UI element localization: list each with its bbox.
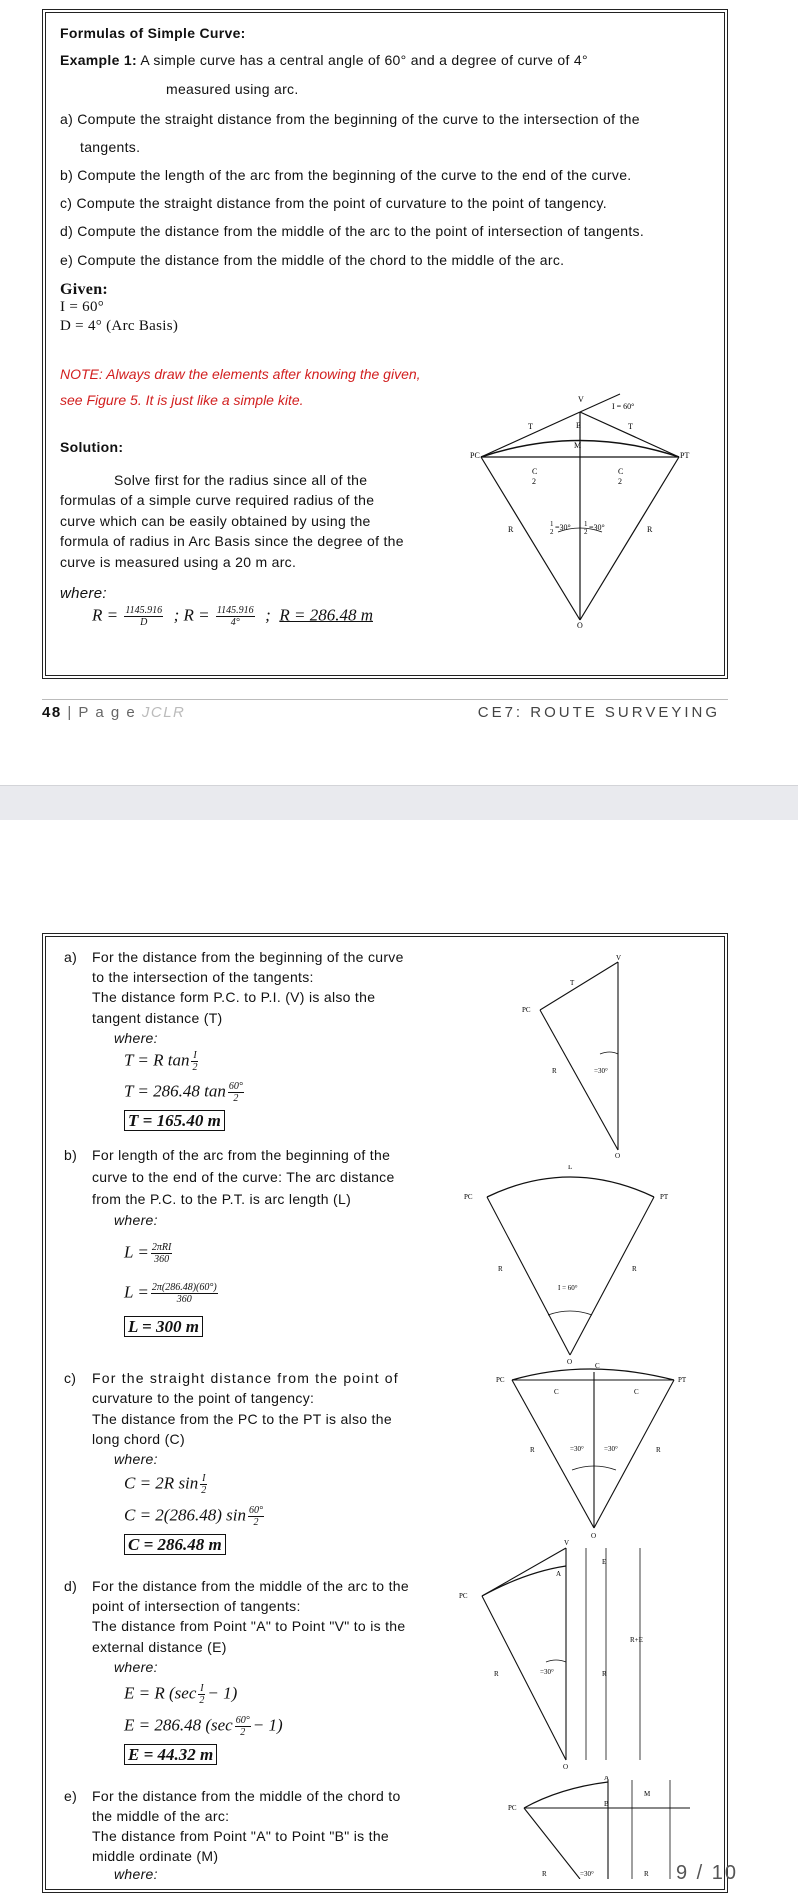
item-e-line: the middle of the arc: <box>92 1808 230 1824</box>
angle-arc <box>546 1660 566 1662</box>
solution-line: curve which can be easily obtained by using the <box>60 513 371 529</box>
fig-r-label: R <box>542 1870 547 1878</box>
item-d-where: where: <box>114 1659 158 1675</box>
tangent-line-left <box>481 412 580 457</box>
fig-angle-num: 1 <box>550 520 554 528</box>
fig-c-den: 2 <box>532 477 536 486</box>
fig-r-label: R <box>656 1446 661 1454</box>
item-e-line: The distance from Point "A" to Point "B" is the <box>92 1828 389 1844</box>
fig-e-label: E <box>602 1558 607 1566</box>
item-d-line: point of intersection of tangents: <box>92 1598 301 1614</box>
arc-length <box>487 1177 654 1197</box>
item-b-line: from the P.C. to the P.T. is arc length (L) <box>92 1191 352 1207</box>
question-a-cont: tangents. <box>80 139 141 155</box>
eq-den: 2 <box>233 1093 239 1104</box>
item-b-label: b) <box>64 1147 78 1163</box>
item-a-result <box>124 1111 225 1131</box>
angle-arc <box>600 1052 618 1054</box>
question-a: a) Compute the straight distance from the beginning of the curve to the intersection of the <box>60 111 640 127</box>
jclr-mark: JCLR <box>141 704 186 721</box>
item-b-eq1 <box>124 1242 174 1265</box>
eq-den: 360 <box>154 1254 170 1265</box>
eq-text: E = R (sec <box>124 1683 197 1703</box>
item-a-line: For the distance from the beginning of the curve <box>92 949 404 965</box>
item-b-line: For length of the arc from the beginning of the <box>92 1147 391 1163</box>
result-box: L = 300 m <box>124 1316 203 1337</box>
question-b: b) Compute the length of the arc from the beginning of the curve to the end of the curve. <box>60 167 632 183</box>
solution-label: Solution: <box>60 439 124 455</box>
page-word: | P a g e <box>67 704 137 721</box>
radius-equation <box>92 605 373 628</box>
eq-text: C = 2R sin <box>124 1473 199 1493</box>
radius-r2: R = <box>183 605 210 625</box>
eq-text: E = 286.48 (sec <box>124 1715 233 1735</box>
fig-pc-label: PC <box>464 1193 473 1201</box>
fig-r-label: R <box>644 1870 649 1878</box>
fig-pt-label: PT <box>678 1376 687 1384</box>
fig-pt-label: PT <box>660 1193 669 1201</box>
fig-pc-label: PC <box>496 1376 505 1384</box>
item-b-where: where: <box>114 1212 158 1228</box>
eq-den: 2 <box>199 1695 205 1706</box>
fig-m-label: M <box>574 441 582 450</box>
eq-text: T = 286.48 tan <box>124 1081 226 1101</box>
item-a-line: to the intersection of the tangents: <box>92 969 314 985</box>
footer-page-number <box>42 704 185 721</box>
item-d-line: external distance (E) <box>92 1639 227 1655</box>
fig-c-label: C <box>532 467 538 476</box>
page-counter: 9 / 10 <box>676 1862 739 1884</box>
fig-angle-val: =30° <box>555 523 571 532</box>
fig-a-label: A <box>556 1570 562 1578</box>
page-heading: Formulas of Simple Curve: <box>60 25 246 41</box>
fig-b-label: B <box>604 1800 609 1808</box>
radius-r1: R = <box>92 605 119 625</box>
example-text: A simple curve has a central angle of 60° and a degree of curve of 4° <box>140 52 588 68</box>
page-number: 48 <box>42 704 62 721</box>
result-box: E = 44.32 m <box>124 1744 217 1765</box>
radius-d1: D <box>140 617 148 628</box>
solution-line: curve is measured using a 20 m arc. <box>60 554 297 570</box>
item-c-label: c) <box>64 1370 77 1386</box>
note-line-1: NOTE: Always draw the elements after knowing the given, <box>60 366 421 382</box>
eq-num: 2π(286.48)(60°) <box>151 1282 217 1293</box>
radius-line <box>482 1596 566 1760</box>
solution-line: Solve first for the radius since all of the <box>114 472 368 488</box>
example-label: Example 1: <box>60 52 137 68</box>
radius-line-left <box>487 1197 570 1355</box>
page-separator <box>0 786 798 820</box>
footer-course: CE7: ROUTE SURVEYING <box>477 704 720 721</box>
radius-line-right <box>570 1197 654 1355</box>
item-c-line: For the straight distance from the point of <box>92 1370 399 1386</box>
fig-i-label: I = 60° <box>558 1284 578 1292</box>
example-text-cont: measured using arc. <box>166 81 299 97</box>
item-e-where: where: <box>114 1866 158 1882</box>
eq-num: I <box>200 1683 204 1694</box>
radius-line-right <box>580 457 679 620</box>
item-d-line: For the distance from the middle of the arc to the <box>92 1578 409 1594</box>
item-a-line: tangent distance (T) <box>92 1010 223 1026</box>
curve-arc <box>512 1369 674 1380</box>
item-d-label: d) <box>64 1578 78 1594</box>
fig-l-label: L <box>568 1165 573 1171</box>
eq-num: I <box>202 1473 206 1484</box>
eq-den: 2 <box>240 1727 246 1738</box>
where-label: where: <box>60 585 107 602</box>
eq-num: 60° <box>228 1081 243 1092</box>
solution-line: formulas of a simple curve required radius of the <box>60 492 375 508</box>
fig-a-label: A <box>604 1776 610 1782</box>
fig-m-label: M <box>644 1790 651 1798</box>
fig-half-chord: C <box>554 1388 559 1396</box>
fig-v-label: V <box>616 954 622 962</box>
fig-t-label: T <box>570 979 575 987</box>
fig-angle-den: 2 <box>584 528 588 536</box>
eq-den: 2 <box>192 1062 198 1073</box>
eq-num: 60° <box>248 1505 263 1516</box>
fig-r-label: R <box>508 525 514 534</box>
fig-e-label: E <box>576 421 581 430</box>
radius-sep: ; <box>173 605 180 625</box>
fig-angle-label: =30° <box>570 1445 584 1453</box>
given-degree: D = 4° (Arc Basis) <box>60 318 179 334</box>
item-e-line: middle ordinate (M) <box>92 1848 219 1864</box>
item-a-where: where: <box>114 1030 158 1046</box>
item-c-eq2 <box>124 1505 266 1528</box>
fig-angle-label: =30° <box>580 1870 594 1878</box>
item-b-result <box>124 1317 203 1337</box>
figure-c <box>496 1362 696 1542</box>
fig-c-den: 2 <box>618 477 622 486</box>
item-b-line: curve to the end of the curve: The arc distance <box>92 1169 395 1185</box>
item-d-eq2 <box>124 1715 283 1738</box>
radius-result: R = 286.48 m <box>279 605 373 625</box>
fig-o-label: O <box>563 1763 569 1771</box>
fig-r-label: R <box>530 1446 535 1454</box>
radius-n1: 1145.916 <box>125 605 163 616</box>
fig-c-label: C <box>618 467 624 476</box>
item-e-line: For the distance from the middle of the chord to <box>92 1788 401 1804</box>
item-c-line: long chord (C) <box>92 1431 185 1447</box>
question-e: e) Compute the distance from the middle of the chord to the middle of the arc. <box>60 252 565 268</box>
radius-line-left <box>512 1380 594 1528</box>
item-c-line: curvature to the point of tangency: <box>92 1390 315 1406</box>
eq-text: T = R tan <box>124 1050 190 1070</box>
item-a-eq1 <box>124 1050 200 1073</box>
central-angle-arc <box>548 1311 592 1315</box>
eq-num: 2πRI <box>151 1242 172 1253</box>
footer-rule <box>42 699 728 700</box>
fig-o-label: O <box>577 621 583 628</box>
item-d-line: The distance from Point "A" to Point "V" to is the <box>92 1618 406 1634</box>
fig-angle-num: 1 <box>584 520 588 528</box>
radius-line <box>524 1808 580 1879</box>
fig-r-label: R <box>494 1670 499 1678</box>
fig-t-label: T <box>528 422 533 431</box>
fig-angle-den: 2 <box>550 528 554 536</box>
item-b-eq2 <box>124 1282 220 1305</box>
fig-r-label: R <box>632 1265 637 1273</box>
curve-arc <box>482 1566 566 1596</box>
fig-pt-label: PT <box>680 451 690 460</box>
eq-text: C = 2(286.48) sin <box>124 1505 246 1525</box>
figure-b <box>462 1165 682 1365</box>
fig-v-label: V <box>564 1539 570 1547</box>
fig-angle-label: =30° <box>540 1668 554 1676</box>
given-angle: I = 60° <box>60 299 105 315</box>
radius-line-left <box>481 457 580 620</box>
result-box: C = 286.48 m <box>124 1534 226 1555</box>
item-c-result <box>124 1535 226 1555</box>
eq-text: L = <box>124 1282 149 1302</box>
note-line-2: see Figure 5. It is just like a simple kite. <box>60 392 304 408</box>
question-d: d) Compute the distance from the middle of the arc to the point of intersection of tangents. <box>60 223 645 239</box>
figure-d <box>456 1536 676 1776</box>
fig-re-label: R+E <box>630 1636 643 1644</box>
eq-text: − 1) <box>252 1715 283 1735</box>
solution-line: formula of radius in Arc Basis since the degree of the <box>60 533 404 549</box>
eq-text: − 1) <box>207 1683 238 1703</box>
radius-n2: 1145.916 <box>216 605 254 616</box>
item-a-line: The distance form P.C. to P.I. (V) is also the <box>92 989 376 1005</box>
eq-num: 60° <box>235 1715 250 1726</box>
fig-o-label: O <box>591 1532 597 1540</box>
fig-o-label: O <box>615 1152 621 1160</box>
figure-e <box>500 1776 700 1879</box>
fig-pc-label: PC <box>508 1804 517 1812</box>
kite-figure <box>470 392 720 628</box>
eq-den: 2 <box>201 1485 207 1496</box>
item-e-label: e) <box>64 1788 78 1804</box>
fig-t-label: T <box>628 422 633 431</box>
item-a-eq2 <box>124 1081 246 1104</box>
fig-angle-label: =30° <box>604 1445 618 1453</box>
eq-den: 2 <box>253 1517 259 1528</box>
item-c-where: where: <box>114 1451 158 1467</box>
fig-r-label: R <box>602 1670 607 1678</box>
given-label: Given: <box>60 281 109 298</box>
radius-sep: ; <box>265 605 271 625</box>
question-c: c) Compute the straight distance from the point of curvature to the point of tangency. <box>60 195 607 211</box>
tangent-line-right <box>580 412 679 457</box>
fig-r-label: R <box>647 525 653 534</box>
fig-c-label: C <box>595 1362 600 1370</box>
item-c-line: The distance from the PC to the PT is also the <box>92 1411 392 1427</box>
fig-o-label: O <box>567 1358 573 1365</box>
item-d-result <box>124 1745 217 1765</box>
eq-text: L = <box>124 1242 149 1262</box>
tangent-line <box>540 962 618 1010</box>
item-a-label: a) <box>64 949 78 965</box>
fig-half-chord: C <box>634 1388 639 1396</box>
eq-num: I <box>193 1050 197 1061</box>
fig-pc-label: PC <box>522 1006 531 1014</box>
radius-line <box>540 1010 618 1150</box>
fig-angle-val: =30° <box>589 523 605 532</box>
item-c-eq1 <box>124 1473 209 1496</box>
fig-pc-label: PC <box>459 1592 468 1600</box>
radius-d2: 4° <box>230 617 240 628</box>
figure-a <box>520 950 630 1160</box>
result-box: T = 165.40 m <box>124 1110 225 1131</box>
fig-v-label: V <box>578 395 584 404</box>
fig-angle-label: =30° <box>594 1067 608 1075</box>
item-d-eq1 <box>124 1683 237 1706</box>
fig-r-label: R <box>552 1067 557 1075</box>
fig-pc-label: PC <box>470 451 480 460</box>
fig-i-label: I = 60° <box>612 402 635 411</box>
radius-line-right <box>594 1380 674 1528</box>
curve-arc <box>524 1782 608 1808</box>
fig-r-label: R <box>498 1265 503 1273</box>
example-line <box>60 51 588 70</box>
eq-den: 360 <box>176 1294 192 1305</box>
